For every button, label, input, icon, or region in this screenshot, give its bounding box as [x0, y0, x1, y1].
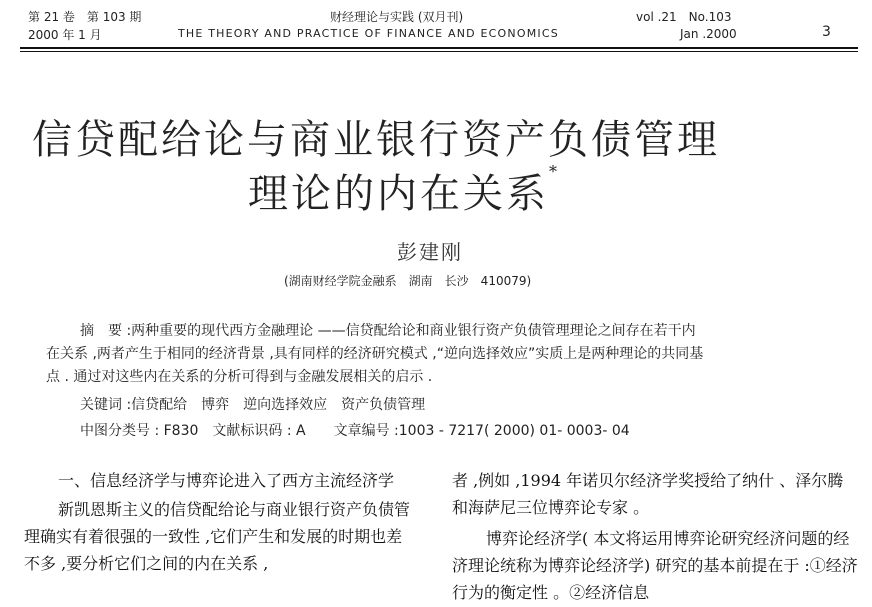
header-rule-thin: [20, 51, 858, 52]
left-paragraph: 新凯恩斯主义的信贷配给论与商业银行资产负债管理确实有着很强的一致性 ,它们产生和发展的时期也差不多 ,要分析它们之间的内在关系 ,: [24, 500, 411, 573]
abstract-line3: 点 . 通过对这些内在关系的分析可得到与金融发展相关的启示 .: [46, 369, 433, 385]
page-number: 3: [822, 24, 831, 40]
right-paragraph-1: 者 ,例如 ,1994 年诺贝尔经济学奖授给了纳什 、泽尔腾和海萨尼三位博弈论专家 。: [452, 471, 844, 517]
article-title-line1: 信贷配给论与商业银行资产负债管理: [32, 117, 720, 163]
abstract-line1: 摘 要 :两种重要的现代西方金融理论 ——信贷配给论和商业银行资产负债管理理论之间存在若干内: [80, 323, 696, 339]
left-column: [24, 467, 418, 577]
journal-title-en: THE THEORY AND PRACTICE OF FINANCE AND ECONOMICS: [178, 27, 559, 40]
classification-codes: 中图分类号 : F830 文献标识码 : A 文章编号 :1003 - 7217( 2000) 01- 0003- 04: [80, 423, 630, 439]
abstract-line2: 在关系 ,两者产生于相同的经济背景 ,具有同样的经济研究模式 ,“逆向选择效应”实质上是两种理论的共同基: [46, 346, 704, 362]
title-footnote-mark: *: [549, 162, 560, 181]
volume-number-en: vol .21 No.103: [636, 10, 732, 24]
journal-title-cn: 财经理论与实践 (双月刊): [330, 10, 464, 24]
author-affiliation: (湖南财经学院金融系 湖南 长沙 410079): [284, 274, 532, 288]
right-paragraph-2: 博弈论经济学( 本文将运用博弈论研究经济问题的经济理论统称为博弈论经济学) 研究的基本前提在于 :①经济行为的衡定性 。②经济信息: [452, 529, 858, 602]
volume-issue: 第 21 卷 第 103 期: [28, 10, 142, 24]
keywords: 关键词 :信贷配给 博弈 逆向选择效应 资产负债管理: [80, 397, 426, 413]
issue-date-en: Jan .2000: [680, 27, 737, 41]
section-heading-1: 一、信息经济学与博弈论进入了西方主流经济学: [58, 471, 395, 490]
article-title-line2: [248, 162, 560, 219]
article-title-line2-text: 理论的内在关系: [248, 171, 549, 217]
header-rule-thick: [20, 47, 858, 49]
author-name: 彭建刚: [397, 240, 463, 264]
issue-date-cn: 2000 年 1 月: [28, 28, 102, 42]
right-column: [452, 467, 858, 606]
